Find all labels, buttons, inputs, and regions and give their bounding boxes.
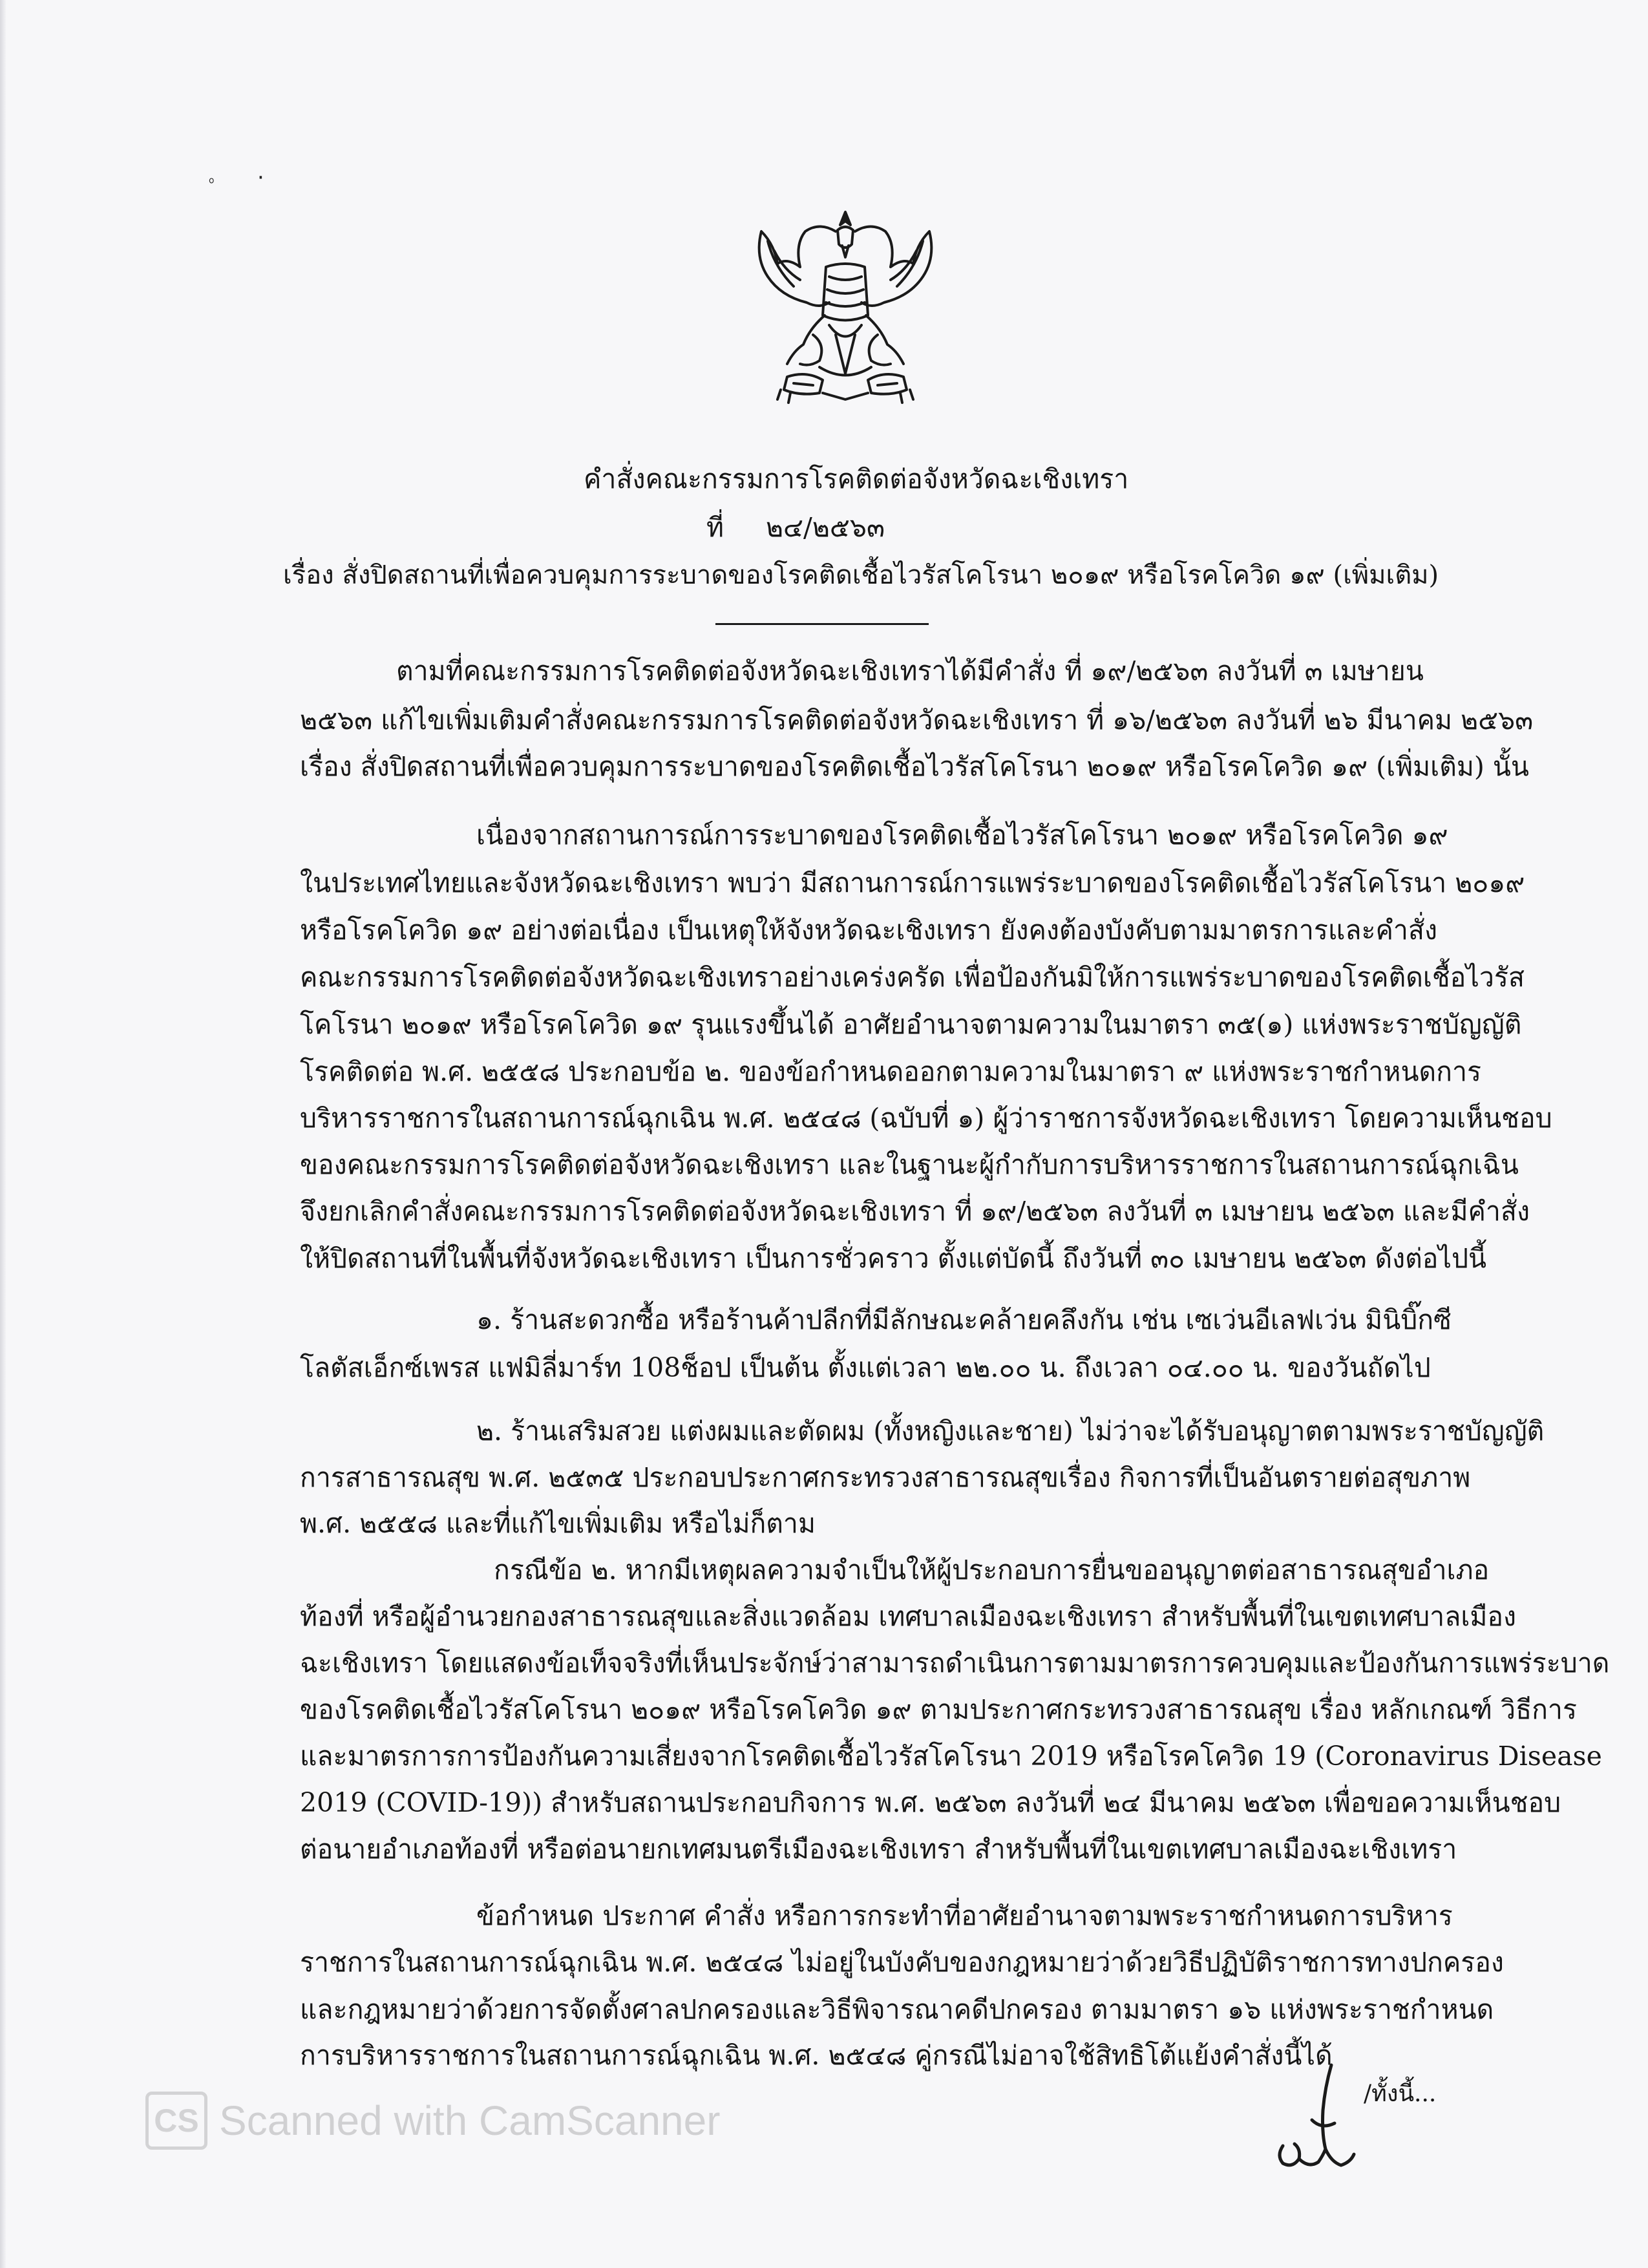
body-line: 2019 (COVID-19)) สำหรับสถานประกอบกิจการ พ.ศ. ๒๕๖๓ ลงวันที่ ๒๔ มีนาคม ๒๕๖๓ เพื่อขอความเห็นชอบ <box>300 1787 1561 1818</box>
body-line: และมาตรการการป้องกันความเสี่ยงจากโรคติดเชื้อไวรัสโคโรนา 2019 หรือโรคโควิด 19 (Coronavirus Disease <box>300 1741 1602 1772</box>
scan-speck: ﾟ <box>208 176 219 202</box>
scanner-watermark-text: Scanned with CamScanner <box>219 2097 721 2144</box>
body-line: ๒๕๖๓ แก้ไขเพิ่มเติมคำสั่งคณะกรรมการโรคติดต่อจังหวัดฉะเชิงเทรา ที่ ๑๖/๒๕๖๓ ลงวันที่ ๒๖ มีนาคม ๒๕๖๓ <box>300 705 1534 736</box>
body-line: ฉะเชิงเทรา โดยแสดงข้อเท็จจริงที่เห็นประจักษ์ว่าสามารถดำเนินการตามมาตรการควบคุมและป้องกันการแพร่ระบาด <box>300 1648 1610 1679</box>
scan-speck: · <box>257 165 264 191</box>
camscanner-logo-icon: CS <box>145 2092 207 2150</box>
body-line: พ.ศ. ๒๕๕๘ และที่แก้ไขเพิ่มเติม หรือไม่ก็ตาม <box>300 1508 816 1539</box>
body-line: จึงยกเลิกคำสั่งคณะกรรมการโรคติดต่อจังหวัดฉะเชิงเทรา ที่ ๑๙/๒๕๖๓ ลงวันที่ ๓ เมษายน ๒๕๖๓ และมีคำสั่ง <box>300 1196 1530 1227</box>
continued-marker: /ทั้งนี้... <box>1364 2081 1437 2107</box>
body-line: ข้อกำหนด ประกาศ คำสั่ง หรือการกระทำที่อาศัยอำนาจตามพระราชกำหนดการบริหาร <box>476 1900 1453 1931</box>
body-line: ในประเทศไทยและจังหวัดฉะเชิงเทรา พบว่า มีสถานการณ์การแพร่ระบาดของโรคติดเชื้อไวรัสโคโรนา ๒๐๑๙ <box>300 867 1525 898</box>
header-divider <box>715 623 929 625</box>
body-line: ให้ปิดสถานที่ในพื้นที่จังหวัดฉะเชิงเทรา เป็นการชั่วคราว ตั้งแต่บัดนี้ ถึงวันที่ ๓๐ เมษายน ๒๕๖๓ ดังต่อไปนี้ <box>300 1243 1487 1274</box>
order-number-label: ที่ <box>706 512 724 543</box>
body-line: บริหารราชการในสถานการณ์ฉุกเฉิน พ.ศ. ๒๕๔๘ (ฉบับที่ ๑) ผู้ว่าราชการจังหวัดฉะเชิงเทรา โดยความเห็นชอบ <box>300 1103 1552 1134</box>
body-line: ราชการในสถานการณ์ฉุกเฉิน พ.ศ. ๒๕๔๘ ไม่อยู่ในบังคับของกฎหมายว่าด้วยวิธีปฏิบัติราชการทางปกครอง <box>300 1947 1504 1978</box>
body-line: ของโรคติดเชื้อไวรัสโคโรนา ๒๐๑๙ หรือโรคโควิด ๑๙ ตามประกาศกระทรวงสาธารณสุข เรื่อง หลักเกณฑ์ วิธีการ <box>300 1694 1577 1725</box>
body-line: ตามที่คณะกรรมการโรคติดต่อจังหวัดฉะเชิงเทราได้มีคำสั่ง ที่ ๑๙/๒๕๖๓ ลงวันที่ ๓ เมษายน <box>396 655 1424 686</box>
body-line: เนื่องจากสถานการณ์การระบาดของโรคติดเชื้อไวรัสโคโรนา ๒๐๑๙ หรือโรคโควิด ๑๙ <box>476 820 1448 851</box>
order-number: ๒๔/๒๕๖๓ <box>766 512 885 543</box>
scanner-watermark <box>145 2092 721 2150</box>
body-line: กรณีข้อ ๒. หากมีเหตุผลความจำเป็นให้ผู้ประกอบการยื่นขออนุญาตต่อสาธารณสุขอำเภอ <box>494 1554 1490 1585</box>
order-title: คำสั่งคณะกรรมการโรคติดต่อจังหวัดฉะเชิงเทรา <box>584 463 1129 494</box>
body-line: ต่อนายอำเภอท้องที่ หรือต่อนายกเทศมนตรีเมืองฉะเชิงเทรา สำหรับพื้นที่ในเขตเทศบาลเมืองฉะเชิงเทรา <box>300 1834 1457 1865</box>
garuda-emblem-icon <box>748 206 942 419</box>
body-line: ๑. ร้านสะดวกซื้อ หรือร้านค้าปลีกที่มีลักษณะคล้ายคลึงกัน เช่น เซเว่นอีเลฟเว่น มินิบิ๊กซี <box>476 1304 1452 1335</box>
body-line: โคโรนา ๒๐๑๙ หรือโรคโควิด ๑๙ รุนแรงขึ้นได้ อาศัยอำนาจตามความในมาตรา ๓๕(๑) แห่งพระราชบัญญัติ <box>300 1009 1522 1040</box>
body-line: การบริหารราชการในสถานการณ์ฉุกเฉิน พ.ศ. ๒๕๔๘ คู่กรณีไม่อาจใช้สิทธิโต้แย้งคำสั่งนี้ได้ <box>300 2040 1333 2071</box>
handwritten-signature <box>1263 2059 1373 2178</box>
body-line: และกฎหมายว่าด้วยการจัดตั้งศาลปกครองและวิธีพิจารณาคดีปกครอง ตามมาตรา ๑๖ แห่งพระราชกำหนด <box>300 1994 1494 2025</box>
body-line: คณะกรรมการโรคติดต่อจังหวัดฉะเชิงเทราอย่างเคร่งครัด เพื่อป้องกันมิให้การแพร่ระบาดของโรคติดเชื้อไวรัส <box>300 962 1525 993</box>
body-line: โรคติดต่อ พ.ศ. ๒๕๕๘ ประกอบข้อ ๒. ของข้อกำหนดออกตามความในมาตรา ๙ แห่งพระราชกำหนดการ <box>300 1056 1481 1087</box>
order-subject: เรื่อง สั่งปิดสถานที่เพื่อควบคุมการระบาดของโรคติดเชื้อไวรัสโคโรนา ๒๐๑๙ หรือโรคโควิด ๑๙ (เพิ่มเติม) <box>283 560 1439 590</box>
body-line: ของคณะกรรมการโรคติดต่อจังหวัดฉะเชิงเทรา และในฐานะผู้กำกับการบริหารราชการในสถานการณ์ฉุกเฉิน <box>300 1149 1519 1180</box>
body-line: การสาธารณสุข พ.ศ. ๒๕๓๕ ประกอบประกาศกระทรวงสาธารณสุขเรื่อง กิจการที่เป็นอันตรายต่อสุขภาพ <box>300 1462 1471 1493</box>
body-line: ท้องที่ หรือผู้อำนวยกองสาธารณสุขและสิ่งแวดล้อม เทศบาลเมืองฉะเชิงเทรา สำหรับพื้นที่ในเขตเทศบาลเมือง <box>300 1601 1516 1632</box>
body-line: ๒. ร้านเสริมสวย แต่งผมและตัดผม (ทั้งหญิงและชาย) ไม่ว่าจะได้รับอนุญาตตามพระราชบัญญัติ <box>476 1415 1545 1447</box>
body-line: โลตัสเอ็กซ์เพรส แฟมิลี่มาร์ท 108ช็อป เป็นต้น ตั้งแต่เวลา ๒๒.๐๐ น. ถึงเวลา ๐๔.๐๐ น. ของวันถัดไป <box>300 1352 1431 1383</box>
body-line: เรื่อง สั่งปิดสถานที่เพื่อควบคุมการระบาดของโรคติดเชื้อไวรัสโคโรนา ๒๐๑๙ หรือโรคโควิด ๑๙ (เพิ่มเติม) นั้น <box>300 751 1529 782</box>
body-line: หรือโรคโควิด ๑๙ อย่างต่อเนื่อง เป็นเหตุให้จังหวัดฉะเชิงเทรา ยังคงต้องบังคับตามมาตรการและคำสั่ง <box>300 915 1437 946</box>
scan-edge <box>0 0 6 2268</box>
